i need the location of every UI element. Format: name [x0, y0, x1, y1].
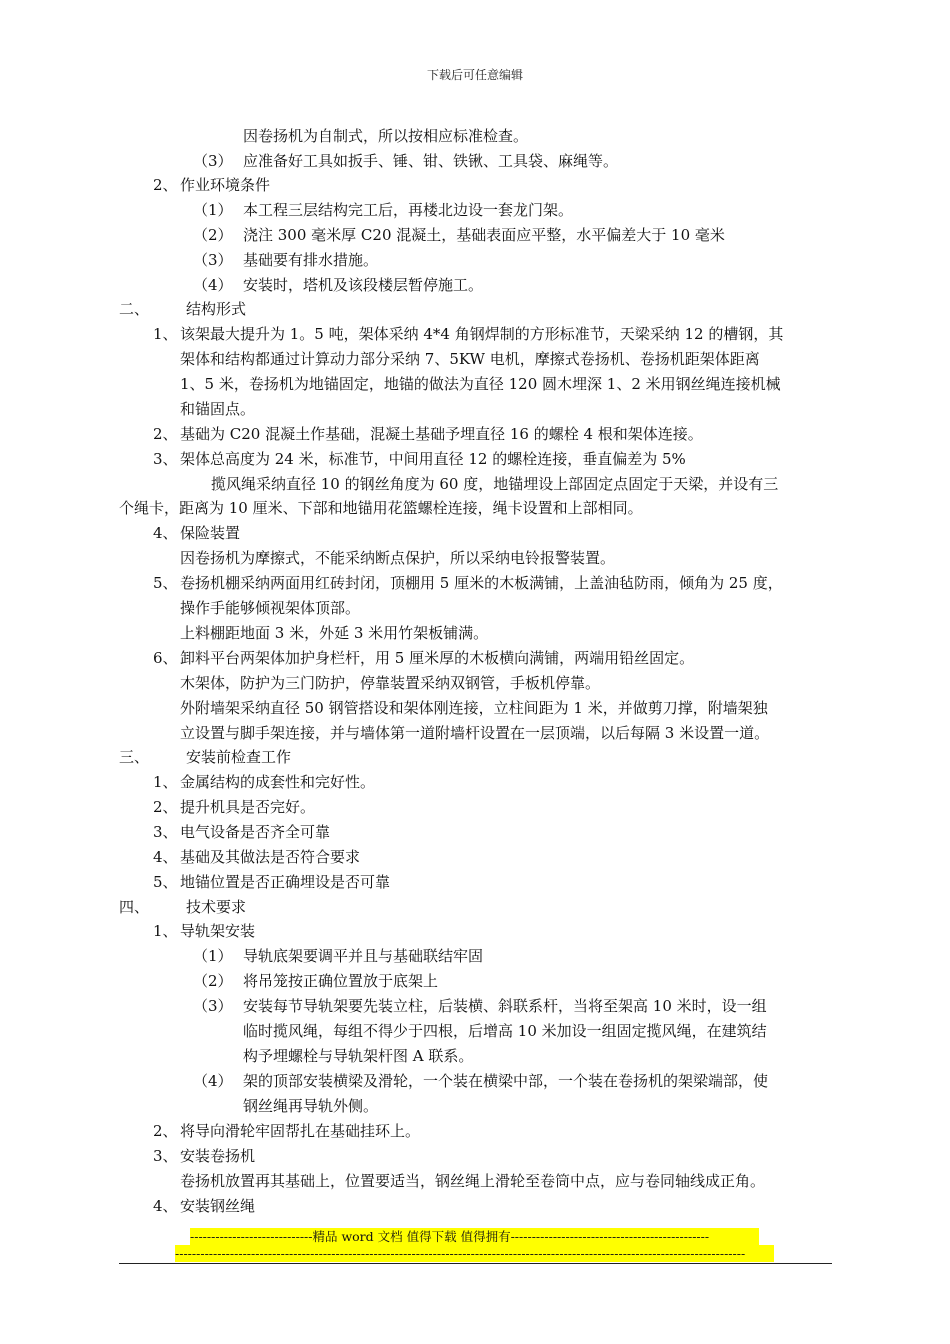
list-item: 1、 金属结构的成套性和完好性。 [153, 773, 376, 791]
text-line: 外附墙架采纳直径 50 钢管搭设和架体刚连接，立柱间距为 1 米，并做剪刀撑，附墙架独 [180, 699, 768, 717]
text-line: 因卷扬机为自制式，所以按相应标准检查。 [243, 127, 529, 145]
list-item: 6、 卸料平台两架体加护身栏杆，用 5 厘米厚的木板横向满铺，两端用铅丝固定。 [153, 649, 695, 667]
text-line: 因卷扬机为摩擦式，不能采纳断点保护，所以采纳电铃报警装置。 [180, 549, 616, 567]
text-line: 1、5 米，卷扬机为地锚固定，地锚的做法为直径 120 圆木埋深 1、2 米用钢丝绳连接机械 [180, 375, 781, 393]
footer-dash-line: --------------------------------------------------------------------------------------------------------------------------------------- [175, 1245, 774, 1262]
list-item: 3、 电气设备是否齐全可靠 [153, 823, 331, 841]
text-line: 架体和结构都通过计算动力部分采纳 7、5KW 电机，摩擦式卷扬机、卷扬机距架体距离 [180, 350, 760, 368]
list-item: 3、 安装卷扬机 [153, 1147, 256, 1165]
text-line: （3） 基础要有排水措施。 [193, 251, 379, 269]
section-heading: 四、 技术要求 [119, 898, 247, 916]
text-line: 和锚固点。 [180, 400, 256, 418]
list-item: 1、 该架最大提升为 1。5 吨，架体采纳 4*4 角钢焊制的方形标准节，天梁采纳 12 的槽钢，其 [153, 325, 784, 343]
list-item: 4、 安装钢丝绳 [153, 1197, 256, 1215]
text-line: （1） 导轨底架要调平并且与基础联结牢固 [193, 947, 484, 965]
text-line: （4） 架的顶部安装横梁及滑轮，一个装在横梁中部，一个装在卷扬机的架梁端部，使 [193, 1072, 769, 1090]
text-line: 钢丝绳再导轨外侧。 [243, 1097, 379, 1115]
text-line: （2） 浇注 300 毫米厚 C20 混凝土，基础表面应平整，水平偏差大于 10 毫米 [193, 226, 725, 244]
text-line: 临时揽风绳，每组不得少于四根，后增高 10 米加设一组固定揽风绳，在建筑结 [243, 1022, 767, 1040]
list-item: 1、 导轨架安装 [153, 922, 256, 940]
footer-banner: -----------------------------精品 word 文档 值得下载 值得拥有----------------------------------------------- [190, 1228, 759, 1245]
list-item: 2、 将导向滑轮牢固帮扎在基础挂环上。 [153, 1122, 421, 1140]
list-item: 2、 基础为 C20 混凝土作基础，混凝土基础予埋直径 16 的螺栓 4 根和架体连接。 [153, 425, 703, 443]
list-item: 5、 地锚位置是否正确埋设是否可靠 [153, 873, 391, 891]
list-item: 5、 卷扬机棚采纳两面用红砖封闭，顶棚用 5 厘米的木板满铺，上盖油毡防雨，倾角为 25 度， [153, 574, 783, 592]
list-item: 2、 提升机具是否完好。 [153, 798, 316, 816]
text-line: 卷扬机放置再其基础上，位置要适当，钢丝绳上滑轮至卷筒中点，应与卷同轴线成正角。 [180, 1172, 766, 1190]
text-line: 揽风绳采纳直径 10 的钢丝角度为 60 度，地锚埋设上部固定点固定于天梁，并设有三 [211, 475, 779, 493]
text-line: 个绳卡，距离为 10 厘米、下部和地锚用花篮螺栓连接，绳卡设置和上部相同。 [119, 499, 643, 517]
text-line: 上料棚距地面 3 米，外延 3 米用竹架板铺满。 [180, 624, 489, 642]
list-item: 4、 保险装置 [153, 524, 241, 542]
text-line: （2） 将吊笼按正确位置放于底架上 [193, 972, 439, 990]
text-line: 立设置与脚手架连接，并与墙体第一道附墙杆设置在一层顶端，以后每隔 3 米设置一道。 [180, 724, 770, 742]
text-line: （3） 应准备好工具如扳手、锤、钳、铁锹、工具袋、麻绳等。 [193, 152, 619, 170]
list-item: 3、 架体总高度为 24 米，标准节，中间用直径 12 的螺栓连接，垂直偏差为 5% [153, 450, 686, 468]
text-line: 操作手能够倾视架体顶部。 [180, 599, 361, 617]
text-line: （4） 安装时，塔机及该段楼层暂停施工。 [193, 276, 484, 294]
list-item: 2、 作业环境条件 [153, 176, 271, 194]
footer-rule [119, 1263, 832, 1264]
list-item: 4、 基础及其做法是否符合要求 [153, 848, 361, 866]
text-line: 木架体，防护为三门防护，停靠装置采纳双钢管，手板机停靠。 [180, 674, 601, 692]
text-line: （3） 安装每节导轨架要先装立柱，后装横、斜联系杆，当将至架高 10 米时，设一组 [193, 997, 767, 1015]
text-line: 构予埋螺栓与导轨架杆图 A 联系。 [243, 1047, 474, 1065]
text-line: （1） 本工程三层结构完工后，再楼北边设一套龙门架。 [193, 201, 574, 219]
page-header: 下载后可任意编辑 [426, 68, 523, 82]
section-heading: 三、 安装前检查工作 [119, 748, 292, 766]
section-heading: 二、 结构形式 [119, 300, 247, 318]
